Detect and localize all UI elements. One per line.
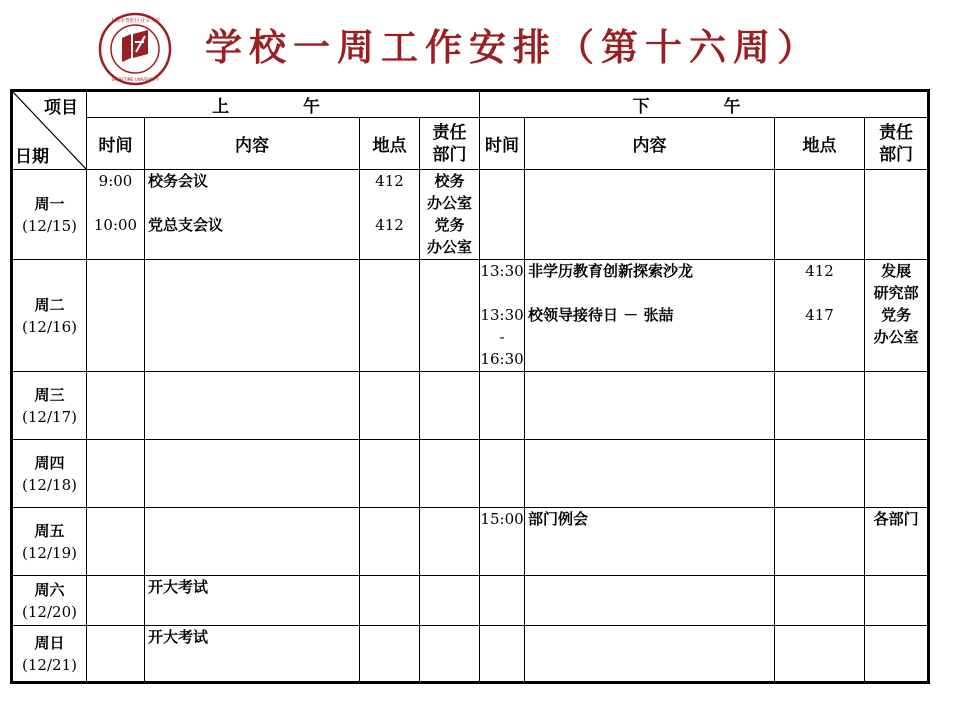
am-place-cell xyxy=(360,260,420,372)
am-place-cell xyxy=(360,508,420,576)
am-place-cell: 412 412 xyxy=(360,170,420,260)
pm-dept-cell xyxy=(865,576,929,626)
header xyxy=(0,0,960,88)
pm-content-cell xyxy=(525,170,775,260)
pm-content-cell xyxy=(525,440,775,508)
am-place-header: 地点 xyxy=(360,118,420,170)
pm-time-cell xyxy=(480,576,525,626)
am-time-cell xyxy=(87,372,145,440)
am-time-cell xyxy=(87,440,145,508)
am-dept-cell xyxy=(420,508,480,576)
pm-time-header: 时间 xyxy=(480,118,525,170)
pm-header: 下 午 xyxy=(480,91,929,118)
pm-content-cell xyxy=(525,626,775,683)
table-row xyxy=(12,260,929,372)
corner-item-label: 项目 xyxy=(44,98,78,118)
pm-time-cell xyxy=(480,626,525,683)
pm-time-cell xyxy=(480,440,525,508)
am-content-cell: 校务会议 党总支会议 xyxy=(145,170,360,260)
day-cell: 周五 (12/19) xyxy=(12,508,87,576)
pm-place-cell xyxy=(775,508,865,576)
day-cell: 周三 (12/17) xyxy=(12,372,87,440)
pm-dept-cell xyxy=(865,626,929,683)
table-row xyxy=(12,440,929,508)
am-content-cell: 开大考试 xyxy=(145,626,360,683)
am-time-cell xyxy=(87,576,145,626)
pm-place-header: 地点 xyxy=(775,118,865,170)
am-place-cell xyxy=(360,576,420,626)
table-row xyxy=(12,508,929,576)
pm-time-cell: 15:00 xyxy=(480,508,525,576)
am-dept-cell xyxy=(420,372,480,440)
am-place-cell xyxy=(360,626,420,683)
school-logo-icon xyxy=(98,12,172,86)
page-title: 学校一周工作安排（第十六周） xyxy=(205,26,821,69)
am-place-cell xyxy=(360,372,420,440)
pm-place-cell xyxy=(775,170,865,260)
am-dept-cell xyxy=(420,626,480,683)
day-cell: 周二 (12/16) xyxy=(12,260,87,372)
am-time-cell xyxy=(87,260,145,372)
pm-content-cell: 非学历教育创新探索沙龙 校领导接待日 － 张喆 xyxy=(525,260,775,372)
am-content-cell xyxy=(145,508,360,576)
pm-place-cell: 412 417 xyxy=(775,260,865,372)
am-content-cell xyxy=(145,260,360,372)
pm-dept-cell xyxy=(865,440,929,508)
pm-time-cell: 13:30 13:30 - 16:30 xyxy=(480,260,525,372)
pm-content-cell xyxy=(525,576,775,626)
corner-header xyxy=(12,91,87,170)
am-dept-cell: 校务 办公室 党务 办公室 xyxy=(420,170,480,260)
pm-place-cell xyxy=(775,626,865,683)
pm-content-header: 内容 xyxy=(525,118,775,170)
pm-dept-cell: 发展 研究部 党务 办公室 xyxy=(865,260,929,372)
am-content-cell: 开大考试 xyxy=(145,576,360,626)
am-time-cell: 9:00 10:00 xyxy=(87,170,145,260)
pm-dept-cell: 各部门 xyxy=(865,508,929,576)
am-dept-cell xyxy=(420,576,480,626)
pm-content-cell xyxy=(525,372,775,440)
table-row xyxy=(12,372,929,440)
pm-time-cell xyxy=(480,372,525,440)
day-cell: 周一 (12/15) xyxy=(12,170,87,260)
am-place-cell xyxy=(360,440,420,508)
am-header: 上 午 xyxy=(87,91,480,118)
am-dept-header: 责任 部门 xyxy=(420,118,480,170)
pm-dept-cell xyxy=(865,170,929,260)
svg-text:SPARETIME UNIVERSITY: SPARETIME UNIVERSITY xyxy=(111,77,159,82)
day-cell: 周日 (12/21) xyxy=(12,626,87,683)
day-cell: 周四 (12/18) xyxy=(12,440,87,508)
am-time-header: 时间 xyxy=(87,118,145,170)
am-content-cell xyxy=(145,372,360,440)
pm-dept-header: 责任 部门 xyxy=(865,118,929,170)
am-content-cell xyxy=(145,440,360,508)
svg-text:上海市普陀区业余大学: 上海市普陀区业余大学 xyxy=(109,18,161,24)
pm-place-cell xyxy=(775,372,865,440)
pm-content-cell: 部门例会 xyxy=(525,508,775,576)
day-cell: 周六 (12/20) xyxy=(12,576,87,626)
pm-time-cell xyxy=(480,170,525,260)
schedule-table xyxy=(10,89,930,684)
table-row xyxy=(12,626,929,683)
pm-place-cell xyxy=(775,440,865,508)
am-dept-cell xyxy=(420,260,480,372)
table-row xyxy=(12,170,929,260)
am-dept-cell xyxy=(420,440,480,508)
pm-place-cell xyxy=(775,576,865,626)
am-time-cell xyxy=(87,508,145,576)
pm-dept-cell xyxy=(865,372,929,440)
am-content-header: 内容 xyxy=(145,118,360,170)
table-row xyxy=(12,576,929,626)
corner-date-label: 日期 xyxy=(15,147,49,167)
am-time-cell xyxy=(87,626,145,683)
